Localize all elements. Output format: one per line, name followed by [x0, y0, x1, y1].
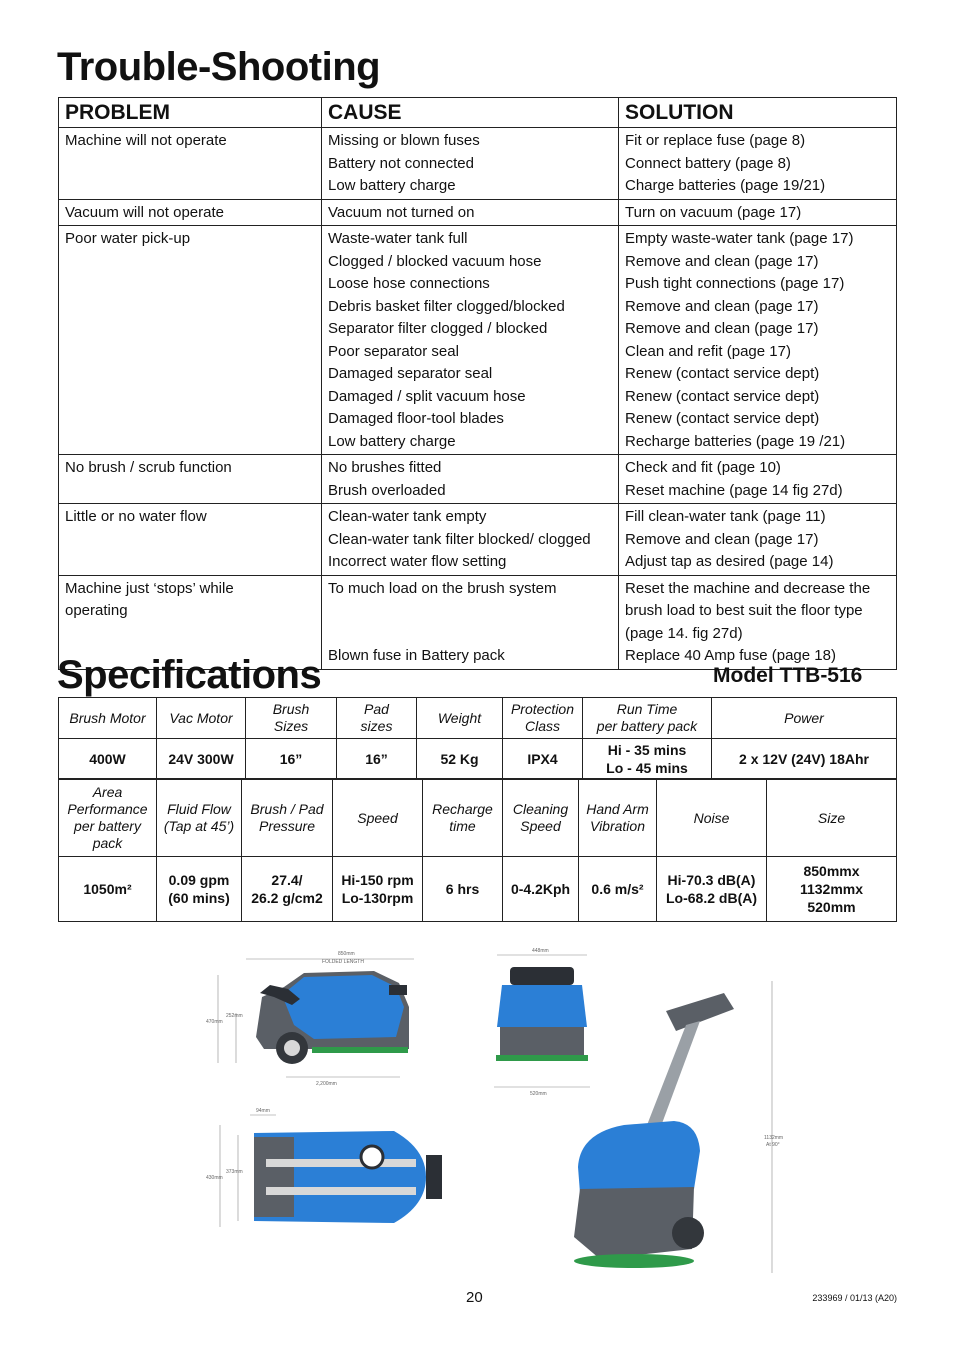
solution-line: Empty waste-water tank (page 17): [625, 230, 854, 247]
troubleshooting-title: Trouble-Shooting: [57, 45, 381, 89]
dim-wheelbase: 2,200mm: [316, 1081, 337, 1087]
spec-header-cell: [417, 698, 503, 739]
spec-value-cell: [712, 739, 897, 779]
spec-value-text: 0.09 gpm: [168, 872, 230, 888]
spec-header-text: sizes: [360, 718, 393, 734]
cause-line: Blown fuse in Battery pack: [328, 647, 505, 664]
table-row: [59, 199, 897, 226]
spec-header-text: pack: [92, 835, 123, 851]
spec-header-cell: [337, 698, 417, 739]
cause-cell: [322, 575, 619, 669]
problem-line: operating: [65, 602, 128, 619]
spec-value-cell: [246, 739, 337, 779]
problem-line: Poor water pick-up: [65, 230, 191, 247]
cause-cell: [322, 128, 619, 200]
cause-line: To much load on the brush system: [328, 579, 557, 597]
cause-cell: [322, 455, 619, 504]
table-row: [59, 128, 897, 200]
solution-line: Push tight connections (page 17): [625, 275, 845, 292]
spec-header-cell: [242, 780, 333, 857]
spec-value-text: 0-4.2Kph: [510, 881, 571, 897]
spec-table-2-value-row: [59, 857, 897, 922]
spec-value-text: 6 hrs: [445, 881, 480, 897]
solution-line: Remove and clean (page 17): [625, 297, 819, 315]
spec-value-text: 16”: [365, 750, 388, 767]
spec-value-text: 850mmx: [803, 863, 860, 879]
spec-header-cell: [712, 698, 897, 739]
spec-value-cell: [59, 739, 157, 779]
spec-value-text: 0.6 m/s²: [591, 881, 644, 897]
problem-cell: [59, 199, 322, 226]
spec-value-text: 24V 300W: [168, 750, 234, 767]
spec-header-text: Sizes: [273, 718, 309, 734]
spec-table-1-header-row: [59, 698, 897, 739]
spec-header-text: Run Time: [616, 701, 678, 717]
spec-header-cell: [246, 698, 337, 739]
solution-line: Fit or replace fuse (page 8): [625, 132, 806, 149]
problem-line: Machine just ‘stops’ while: [65, 579, 234, 597]
spec-header-text: Area: [92, 784, 123, 800]
spec-header-text: Cleaning: [512, 801, 569, 817]
spec-header-cell: [157, 698, 246, 739]
solution-line: Fill clean-water tank (page 11): [625, 508, 826, 525]
solution-line: Clean and refit (page 17): [625, 342, 791, 360]
spec-value-cell: [59, 857, 157, 922]
spec-header-text: time: [449, 818, 476, 834]
cause-line: Loose hose connections: [328, 275, 490, 292]
specifications-title: Specifications: [57, 653, 322, 697]
solution-line: (page 14. fig 27d): [625, 624, 743, 642]
cause-line: Brush overloaded: [328, 481, 446, 499]
spec-header-text: Brush Motor: [69, 709, 146, 726]
document-code: 233969 / 01/13 (A20): [812, 1293, 897, 1303]
dim-bottom-offset: 94mm: [256, 1108, 270, 1114]
spec-header-cell: [59, 698, 157, 739]
problem-line: Machine will not operate: [65, 132, 227, 149]
spec-header-text: Pressure: [258, 818, 316, 834]
dim-handle-height: 1132mm: [764, 1135, 784, 1141]
spec-header-text: Vac Motor: [169, 709, 233, 726]
dim-folded-caption: FOLDED LENGTH: [322, 959, 364, 965]
cause-line: Clogged / blocked vacuum hose: [328, 252, 542, 270]
solution-line: Reset the machine and decrease the: [625, 579, 871, 597]
spec-header-text: Performance: [67, 801, 148, 817]
cause-line: Battery not connected: [328, 154, 474, 172]
spec-header-text: Recharge: [432, 801, 493, 817]
spec-value-text: (60 mins): [168, 890, 230, 906]
spec-header-cell: [59, 780, 157, 857]
spec-value-cell: [157, 857, 242, 922]
dim-height-total: 470mm: [206, 1019, 223, 1025]
solution-line: Renew (contact service dept): [625, 387, 820, 405]
spec-value-cell: [767, 857, 897, 922]
spec-value-text: IPX4: [527, 750, 558, 767]
dim-bottom-height: 430mm: [206, 1175, 223, 1181]
cause-line: Vacuum not turned on: [328, 203, 475, 221]
solution-line: Remove and clean (page 17): [625, 530, 819, 548]
cause-line: Missing or blown fuses: [328, 132, 480, 149]
cause-cell: [322, 199, 619, 226]
spec-header-text: Protection: [510, 701, 575, 717]
cause-cell: [322, 504, 619, 576]
spec-value-cell: [657, 857, 767, 922]
spec-header-text: Pad: [364, 701, 389, 717]
problem-cell: [59, 455, 322, 504]
problem-line: Little or no water flow: [65, 508, 207, 525]
spec-header-text: Power: [784, 709, 824, 726]
spec-header-text: Brush / Pad: [250, 801, 324, 817]
dim-folded-length: 850mm: [338, 951, 355, 957]
spec-value-cell: [337, 739, 417, 779]
page-number: 20: [466, 1289, 483, 1306]
machine-drawings: [204, 937, 788, 1285]
header-problem: PROBLEM: [59, 98, 322, 128]
spec-value-text: Hi - 35 mins: [607, 741, 687, 758]
spec-value-text: Hi-150 rpm: [341, 872, 414, 888]
solution-line: Connect battery (page 8): [625, 154, 791, 172]
troubleshooting-header-row: [59, 98, 897, 128]
spec-header-cell: [157, 780, 242, 857]
problem-cell: [59, 226, 322, 455]
solution-line: Replace 40 Amp fuse (page 18): [625, 647, 836, 664]
solution-cell: [619, 226, 897, 455]
solution-cell: [619, 199, 897, 226]
solution-cell: [619, 128, 897, 200]
model-label: Model TTB-516: [713, 664, 863, 687]
table-row: [59, 504, 897, 576]
cause-line: Clean-water tank empty: [328, 508, 487, 525]
spec-header-cell: [767, 780, 897, 857]
troubleshooting-table: [58, 97, 897, 670]
cause-line: Separator filter clogged / blocked: [328, 320, 548, 337]
spec-header-cell: [423, 780, 503, 857]
solution-line: Charge batteries (page 19/21): [625, 177, 826, 194]
spec-value-text: Lo-68.2 dB(A): [666, 890, 757, 906]
problem-line: No brush / scrub function: [65, 459, 232, 476]
spec-header-cell: [503, 780, 579, 857]
spec-header-text: Class: [524, 718, 560, 734]
cause-line: Waste-water tank full: [328, 230, 468, 247]
spec-header-text: Fluid Flow: [167, 801, 231, 817]
table-row: [59, 455, 897, 504]
solution-line: Check and fit (page 10): [625, 459, 781, 476]
dim-height-body: 252mm: [226, 1013, 243, 1019]
spec-value-text: 52 Kg: [440, 750, 479, 767]
cause-line: Damaged separator seal: [328, 365, 493, 382]
cause-cell: [322, 226, 619, 455]
spec-value-cell: [503, 857, 579, 922]
spec-header-cell: [503, 698, 583, 739]
problem-line: Vacuum will not operate: [65, 203, 224, 221]
spec-value-cell: [583, 739, 712, 779]
header-solution: SOLUTION: [619, 98, 897, 128]
solution-cell: [619, 575, 897, 669]
solution-line: Remove and clean (page 17): [625, 252, 819, 270]
spec-header-text: Brush: [272, 701, 310, 717]
solution-line: Reset machine (page 14 fig 27d): [625, 481, 843, 499]
table-row: [59, 226, 897, 455]
dim-bottom-inner: 373mm: [226, 1169, 243, 1175]
spec-value-text: 400W: [89, 750, 126, 767]
cause-line: Low battery charge: [328, 177, 456, 194]
solution-cell: [619, 455, 897, 504]
solution-line: Remove and clean (page 17): [625, 320, 819, 337]
spec-value-text: 26.2 g/cm2: [251, 890, 323, 906]
spec-header-text: Weight: [437, 709, 482, 726]
spec-header-text: per battery: [74, 818, 141, 834]
spec-value-text: Hi-70.3 dB(A): [667, 872, 756, 888]
solution-line: Renew (contact service dept): [625, 365, 820, 382]
spec-header-text: Size: [817, 809, 846, 826]
spec-value-cell: [333, 857, 423, 922]
spec-table-1-value-row: [59, 739, 897, 779]
problem-cell: [59, 128, 322, 200]
spec-value-text: 1050m²: [83, 881, 132, 897]
cause-line: Damaged / split vacuum hose: [328, 387, 526, 405]
cause-line: Clean-water tank filter blocked/ clogged: [328, 530, 591, 548]
spec-value-cell: [503, 739, 583, 779]
dim-top-width: 448mm: [532, 948, 549, 954]
solution-line: Adjust tap as desired (page 14): [625, 553, 834, 570]
spec-header-text: (Tap at 45’): [163, 818, 235, 834]
spec-value-text: 520mm: [807, 899, 856, 915]
solution-line: Recharge batteries (page 19 /21): [625, 432, 846, 450]
cause-line: Damaged floor-tool blades: [328, 410, 504, 427]
spec-header-cell: [333, 780, 423, 857]
solution-cell: [619, 504, 897, 576]
spec-value-text: 1132mmx: [799, 881, 864, 897]
spec-table-1: [58, 697, 897, 779]
solution-line: Renew (contact service dept): [625, 410, 820, 427]
cause-line: Incorrect water flow setting: [328, 553, 507, 570]
header-cause: CAUSE: [322, 98, 619, 128]
spec-header-cell: [579, 780, 657, 857]
cause-line: Debris basket filter clogged/blocked: [328, 297, 565, 315]
solution-line: Turn on vacuum (page 17): [625, 203, 802, 221]
dim-base-width: 520mm: [530, 1091, 547, 1097]
spec-header-text: Noise: [693, 809, 730, 826]
spec-value-text: Lo-130rpm: [341, 890, 414, 906]
spec-value-cell: [242, 857, 333, 922]
problem-cell: [59, 504, 322, 576]
solution-line: brush load to best suit the floor type: [625, 602, 863, 619]
spec-value-cell: [423, 857, 503, 922]
spec-header-text: per battery pack: [596, 718, 698, 734]
spec-value-text: Lo - 45 mins: [606, 759, 688, 776]
cause-line: Poor separator seal: [328, 342, 459, 360]
spec-header-text: Vibration: [589, 818, 645, 834]
spec-header-text: Speed: [520, 818, 561, 834]
spec-value-cell: [417, 739, 503, 779]
spec-header-cell: [657, 780, 767, 857]
cause-line: Low battery charge: [328, 432, 456, 450]
dim-handle-angle: At 90°: [766, 1142, 780, 1148]
spec-value-text: 16”: [279, 750, 303, 767]
spec-value-text: 27.4/: [271, 872, 303, 888]
spec-value-cell: [579, 857, 657, 922]
cause-line: No brushes fitted: [328, 459, 442, 476]
spec-header-text: Hand Arm: [586, 801, 649, 817]
spec-header-cell: [583, 698, 712, 739]
spec-value-text: 2 x 12V (24V) 18Ahr: [739, 750, 869, 767]
spec-header-text: Speed: [357, 809, 398, 826]
spec-table-2: [58, 779, 897, 922]
spec-table-2-header-row: [59, 780, 897, 857]
spec-value-cell: [157, 739, 246, 779]
